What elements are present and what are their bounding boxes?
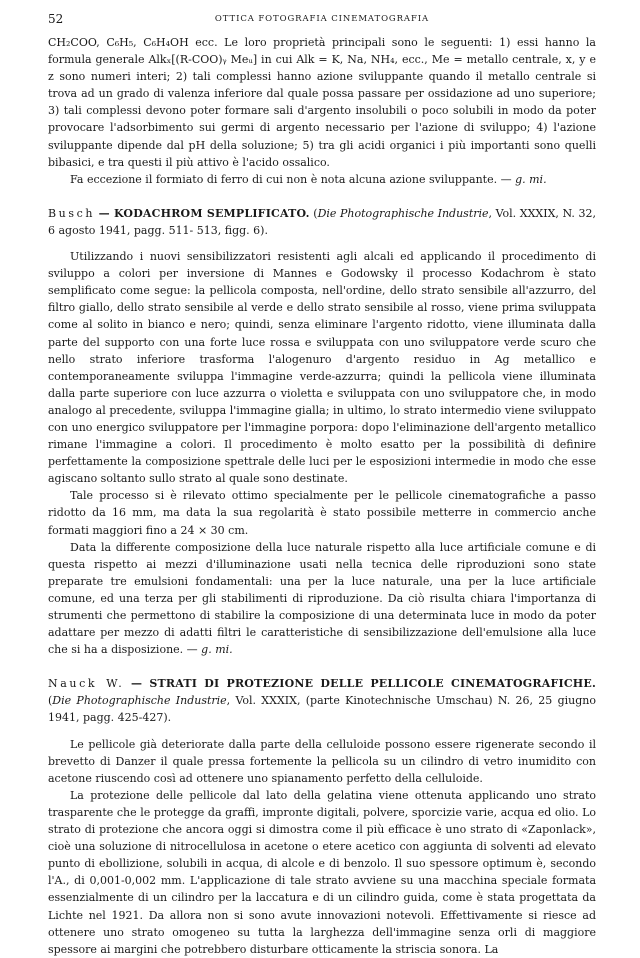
- article-title: — KODACHROM SEMPLIFICATO.: [98, 206, 310, 220]
- article-title: — STRATI DI PROTEZIONE DELLE PELLICOLE CINEMATOGRAFICHE.: [131, 677, 596, 691]
- page-number: 52: [48, 12, 64, 26]
- running-head: [48, 12, 596, 34]
- article-source-details: , Vol. XXXIX, (parte Kinotechnische Umschau) N. 26, 25 giugno 1941, pagg. 425-427).: [48, 694, 596, 725]
- article-paragraph: Tale processo si è rilevato ottimo specialmente per le pellicole cinematografiche a passo ridotto da 16 mm, ma data la sua regolarità è stato possibile metterre in commercio anche formati maggiori fino a 24 × 30 cm.: [48, 489, 596, 537]
- article-heading-nauck: [48, 675, 596, 726]
- article-heading-busch: [48, 205, 596, 239]
- source-open-paren: (: [313, 206, 318, 220]
- article-signature: g. mi.: [201, 643, 233, 657]
- article-paragraph: [48, 539, 596, 659]
- article-author: Nauck W.: [48, 677, 125, 691]
- intro-signature: g. mi.: [515, 172, 547, 186]
- article-paragraph: La protezione delle pellicole dal lato della gelatina viene ottenuta applicando uno strato trasparente che le protegge da graffi, impronte digitali, polvere, sporcizie varie, acqua ed olio. Lo strato di protezione che ancora oggi si dimostra come il più efficace è uno strato di «Zaponlack», cioè una soluzione di nitrocellulosa in acetone o etere acetico con aggiunta di solventi ad elevato punto di ebollizione, solubili in acqua, di alcole e di benzolo. Il suo spessore optimum è, secondo l'A., di 0,001-0,002 mm. L'applicazione di tale strato avviene su una macchina speciale formata essenzialmente di un cilindro per la laccatura e di un cilindro guida, come è stata progettata da Lichte nel 1921. Da allora non si sono avute innovazioni notevoli. Effettivamente si riesce ad ottenere uno strato omogeneo su tutta la larghezza dell'immagine senza orli di maggiore spessore ai margini che potrebbero disturbare otticamente la striscia sonora. La: [48, 788, 596, 956]
- source-open-paren: (: [48, 694, 53, 708]
- article-source: Die Photographische Industrie: [317, 206, 489, 220]
- intro-paragraph: CH₂COO, C₆H₅, C₆H₄OH ecc. Le loro proprietà principali sono le seguenti: 1) essi hanno la formula generale Alkₓ[(R-COO)ᵧ Meᵤ] in cui Alk = K, Na, NH₄, ecc., Me = metallo centrale, x, y e z sono numeri interi; 2) tali complessi hanno azione sviluppante quando il metallo centrale si trova ad un grado di valenza inferiore dal quale possa passare per ossidazione ad uno superiore; 3) tali complessi devono poter formare sali d'argento insolubili o poco solubili in modo da poter provocare l'adsorbimento sui germi di argento necessario per l'azione di sviluppo; 4) l'azione sviluppante dipende dal pH della soluzione; 5) tra gli acidi organici i più importanti sono quelli bibasici, e tra questi il più attivo è l'acido ossalico.: [48, 36, 596, 169]
- article-paragraph: Le pellicole già deteriorate dalla parte della celluloide possono essere rigenerate secondo il brevetto di Danzer il quale pressa fortemente la pellicola su un cilindro di vetro inumidito con acetone riuscendo così ad ottenere uno spianamento perfetto della celluloide.: [48, 737, 596, 785]
- article-source: Die Photographische Industrie: [52, 694, 227, 708]
- article-paragraph-text: Data la differente composizione della luce naturale rispetto alla luce artificiale comune e di questa rispetto ai mezzi d'illuminazione usati nella tecnica delle riproduzioni sono state preparate tre emulsioni fondamentali: una per la luce naturale, una per la luce artificiale comune, ed una terza per gli stabilimenti di riproduzione. Da ciò risulta chiara l'importanza di strumenti che permettono di stabilire la composizione di una determinata luce in modo da poter adattare per mezzo di adatti filtri le caratteristiche di sensibilizzazione dell'emulsione alla luce che si ha a disposizione. —: [48, 540, 596, 657]
- intro-closing-paragraph: [48, 171, 596, 188]
- article-author: Busch: [48, 206, 96, 220]
- running-title: OTTICA FOTOGRAFIA CINEMATOGRAFIA: [214, 14, 430, 24]
- article-paragraph: Utilizzando i nuovi sensibilizzatori resistenti agli alcali ed applicando il procedimento di sviluppo a colori per inversione di Mannes e Godowsky il processo Kodachrom è stato semplificato come segue: la pellicola composta, nell'ordine, dello strato sensibile all'azzurro, del filtro giallo, dello strato sensibile al verde e dello strato sensibile al rosso, viene prima sviluppata come al solito in bianco e nero; quindi, senza eliminare l'argento ridotto, viene illuminata dalla parte del supporto con una forte luce rossa e sviluppata con uno sviluppatore verde scuro che nello strato inferiore trasforma l'alogenuro d'argento residuo in Ag metallico e contemporaneamente sviluppa l'immagine verde-azzurra; quindi la pellicola viene illuminata dalla parte superiore con luce azzurra o violetta e sviluppata con uno sviluppatore che, in modo analogo al precedente, sviluppa l'immagine gialla; in ultimo, lo strato intermedio viene sviluppato con uno energico sviluppatore per l'immagine porpora: dopo l'eliminazione dell'argento metallico rimane l'immagine a colori. Il procedimento è molto esatto per la possibilità di definire perfettamente la composizione spettrale delle luci per le esposizioni intermedie in modo che esse agiscano soltanto sullo strato al quale sono destinate.: [48, 250, 596, 486]
- article-source-details: , Vol. XXXIX, N. 32, 6 agosto 1941, pagg. 511- 513, figg. 6).: [48, 206, 596, 237]
- intro-closing-text: Fa eccezione il formiato di ferro di cui non è nota alcuna azione sviluppante. —: [70, 172, 512, 186]
- journal-page: [48, 12, 596, 958]
